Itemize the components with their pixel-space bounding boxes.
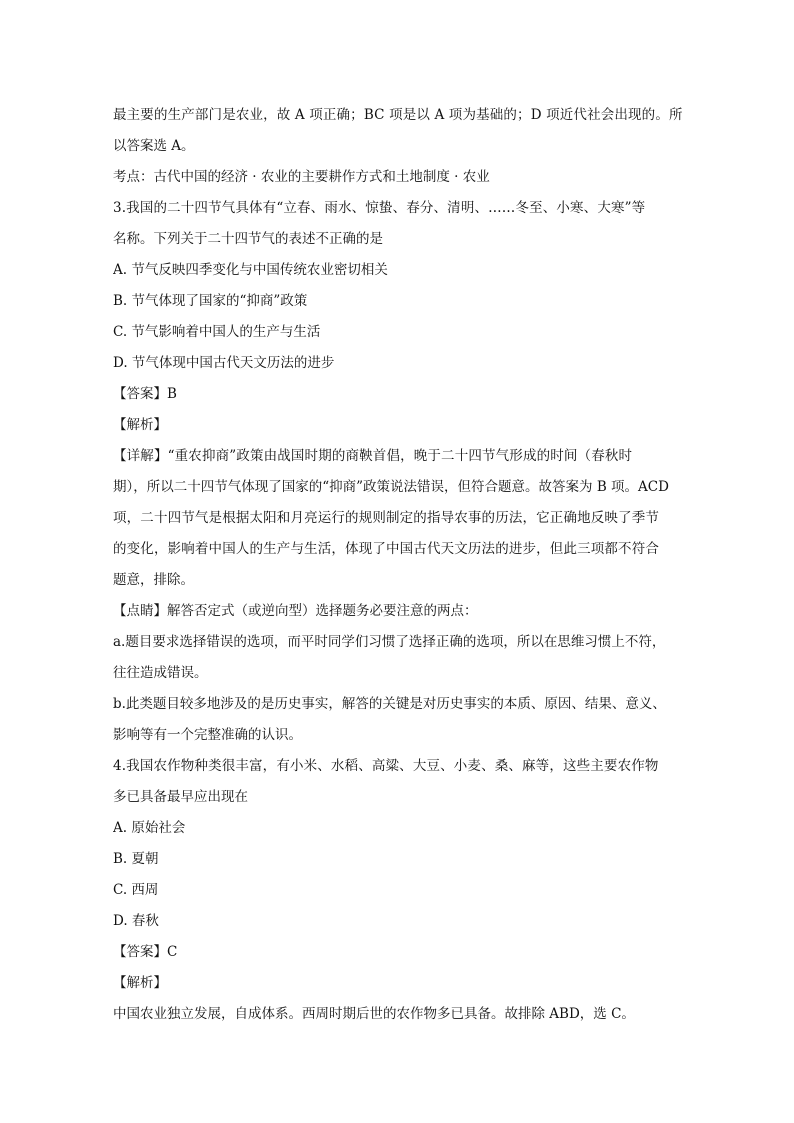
question-3-stem: 3.我国的二十四节气具体有“立春、雨水、惊蛰、春分、清明、……冬至、小寒、大寒”等 xyxy=(113,200,646,216)
question-3-tip: 【点睛】解答否定式（或逆向型）选择题务必要注意的两点： xyxy=(113,603,478,619)
question-4-option-b: B. 夏朝 xyxy=(113,851,159,867)
question-3-option-c: C. 节气影响着中国人的生产与生活 xyxy=(113,324,321,340)
question-3-stem: 名称。下列关于二十四节气的表述不正确的是 xyxy=(113,231,383,247)
question-3-analysis-heading: 【解析】 xyxy=(113,417,167,433)
question-4-option-d: D. 春秋 xyxy=(113,913,159,929)
question-3-detail: 【详解】“重农抑商”政策由战国时期的商鞅首倡，晚于二十四节气形成的时间（春秋时 xyxy=(113,448,633,464)
question-4-analysis: 中国农业独立发展，自成体系。西周时期后世的农作物多已具备。故排除 ABD，选 C。 xyxy=(113,1006,635,1022)
question-4-option-c: C. 西周 xyxy=(113,882,159,898)
analysis-text-line: 最主要的生产部门是农业，故 A 项正确；BC 项是以 A 项为基础的；D 项近代社会出现的。所 xyxy=(113,107,683,123)
question-3-tip: 往往造成错误。 xyxy=(113,665,208,681)
question-4-answer: 【答案】C xyxy=(113,944,178,960)
question-3-tip: 影响等有一个完整准确的认识。 xyxy=(113,727,302,743)
question-4-stem: 多已具备最早应出现在 xyxy=(113,789,248,805)
question-4-analysis-heading: 【解析】 xyxy=(113,975,167,991)
knowledge-point: 考点：古代中国的经济 · 农业的主要耕作方式和土地制度 · 农业 xyxy=(113,169,490,185)
question-4-option-a: A. 原始社会 xyxy=(113,820,186,836)
question-4-stem: 4.我国农作物种类很丰富，有小米、水稻、高粱、大豆、小麦、桑、麻等，这些主要农作物 xyxy=(113,758,659,774)
question-3-detail: 的变化，影响着中国人的生产与生活，体现了中国古代天文历法的进步，但此三项都不符合 xyxy=(113,541,659,557)
question-3-tip: a.题目要求选择错误的选项，而平时同学们习惯了选择正确的选项，所以在思维习惯上不符， xyxy=(113,634,666,650)
question-3-option-a: A. 节气反映四季变化与中国传统农业密切相关 xyxy=(113,262,388,278)
question-3-answer: 【答案】B xyxy=(113,386,177,402)
question-3-option-d: D. 节气体现中国古代天文历法的进步 xyxy=(113,355,335,371)
question-3-option-b: B. 节气体现了国家的“抑商”政策 xyxy=(113,293,308,309)
question-3-detail: 期），所以二十四节气体现了国家的“抑商”政策说法错误，但符合题意。故答案为 B 项。ACD xyxy=(113,479,669,495)
question-3-detail: 题意，排除。 xyxy=(113,572,194,588)
question-3-detail: 项，二十四节气是根据太阳和月亮运行的规则制定的指导农事的历法，它正确地反映了季节 xyxy=(113,510,659,526)
question-3-tip: b.此类题目较多地涉及的是历史事实，解答的关键是对历史事实的本质、原因、结果、意义、 xyxy=(113,696,666,712)
analysis-text-line: 以答案选 A。 xyxy=(113,138,195,154)
